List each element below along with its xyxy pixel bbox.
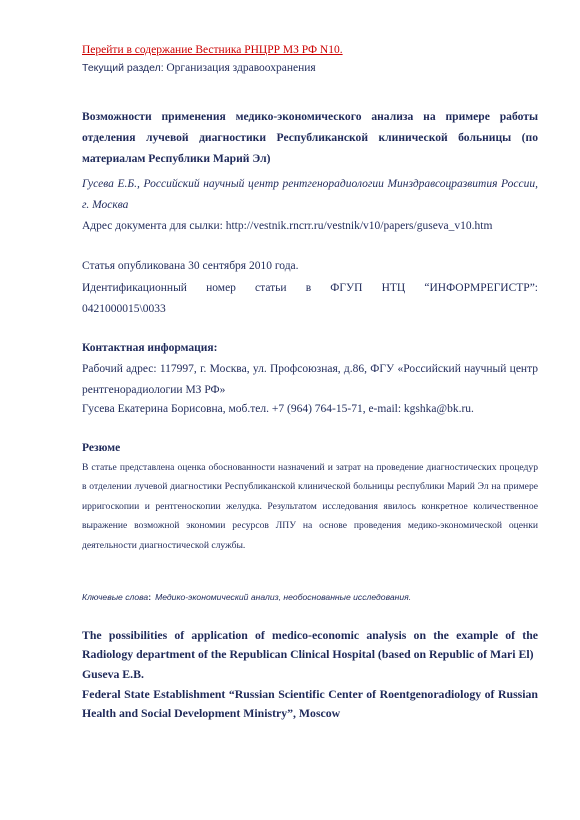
article-url-line: Адрес документа для сылки: http://vestnik.rncrr.ru/vestnik/v10/papers/guseva_v10.htm bbox=[82, 220, 493, 232]
toc-link-row bbox=[82, 40, 538, 58]
section-prefix: Текущий раздел: bbox=[82, 62, 164, 74]
identifier-line-2: 0421000015\0033 bbox=[82, 303, 166, 315]
toc-link[interactable]: Перейти в содержание Вестника РНЦРР МЗ РФ N10. bbox=[82, 44, 343, 56]
english-author: Guseva E.B. bbox=[82, 667, 144, 681]
contact-person: Гусева Екатерина Борисовна, моб.тел. +7 (964) 764-15-71, e-mail: kgshka@bk.ru. bbox=[82, 403, 474, 415]
article-authors: Гусева Е.Б., Российский научный центр рентгенорадиологии Минздравсоцразвития России, г. Москва bbox=[82, 178, 538, 211]
summary-heading: Резюме bbox=[82, 442, 121, 454]
english-title: The possibilities of application of medico-economic analysis on the example of the Radiology department of the Republican Clinical Hospital (based on Republic of Mari El) bbox=[82, 628, 538, 662]
keywords-text: Медико-экономический анализ, необоснованные исследования. bbox=[155, 592, 412, 602]
section-name: Организация здравоохранения bbox=[166, 62, 316, 74]
identifier-line-1: Идентификационный номер статьи в ФГУП НТЦ “ИНФОРМРЕГИСТР”: bbox=[82, 282, 538, 294]
current-section bbox=[82, 62, 538, 74]
summary-text: В статье представлена оценка обоснованности назначений и затрат на проведение диагностических процедур в отделении лучевой диагностики Республиканской клинической больницы республики Марий Эл на примере ирригоскопии и рентгеноскопии желудка. Результатом исследования явилось конкретное количественное выражение возможной экономии ресурсов ЛПУ на основе проведения медико-экономической оценки деятельности диагностической службы. bbox=[82, 462, 538, 551]
published-date: Статья опубликована 30 сентября 2010 года. bbox=[82, 260, 299, 272]
english-affiliation: Federal State Establishment “Russian Scientific Center of Roentgenoradiology of Russian Health and Social Development Ministry”, Moscow bbox=[82, 687, 538, 721]
contact-address: Рабочий адрес: 117997, г. Москва, ул. Профсоюзная, д.86, ФГУ «Российский научный центр рентгенорадиологии МЗ РФ» bbox=[82, 363, 538, 396]
article-title: Возможности применения медико-экономического анализа на примере работы отделения лучевой диагностики Республиканской клинической больницы (по материалам Республики Марий Эл) bbox=[82, 110, 538, 165]
keywords-colon: : bbox=[148, 592, 152, 602]
keywords-row bbox=[82, 587, 538, 605]
keywords-label: Ключевые слова bbox=[82, 592, 149, 602]
contact-heading: Контактная информация: bbox=[82, 342, 218, 354]
